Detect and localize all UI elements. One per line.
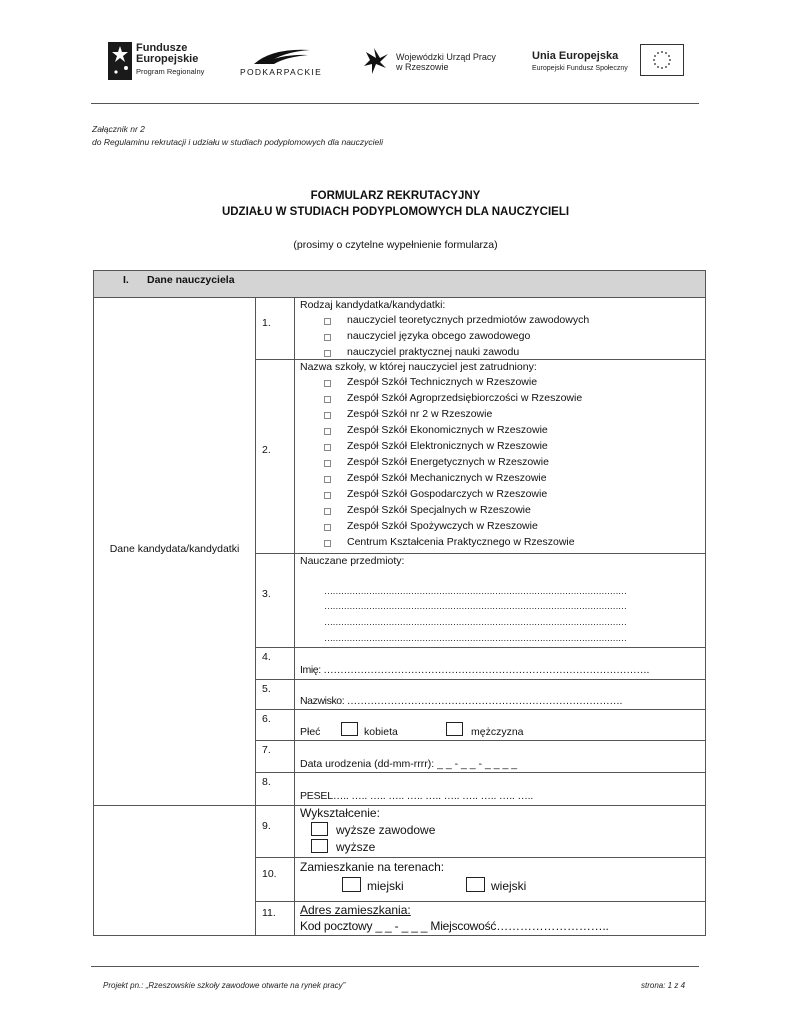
footer-project: Projekt pn.: „Rzeszowskie szkoły zawodowe otwarte na rynek pracy”	[103, 981, 346, 990]
row8-num-cell	[255, 772, 295, 806]
residence-label: Zamieszkanie na terenach:	[300, 860, 445, 874]
row6-num-cell	[255, 709, 295, 741]
row10-num-cell	[255, 857, 295, 902]
school-option-5: Zespół Szkół Elektronicznych w Rzeszowie	[347, 440, 548, 452]
row4-num-cell	[255, 647, 295, 680]
pesel-field[interactable]: PESEL….. ….. ….. ….. ….. ….. ….. ….. ….. ….. …..	[300, 790, 534, 802]
row8-num: 8.	[262, 776, 271, 788]
form-title-line2: UDZIAŁU W STUDIACH PODYPLOMOWYCH DLA NAUCZYCIELI	[221, 206, 570, 218]
candidate-type-option-3: nauczyciel praktycznej nauki zawodu	[347, 346, 520, 358]
school-name-label: Nazwa szkoły, w której nauczyciel jest zatrudniony:	[300, 361, 537, 373]
row8-content-cell	[294, 772, 706, 806]
logo-pk-text: PODKARPACKIE	[240, 67, 323, 77]
address-label: Adres zamieszkania:	[300, 903, 411, 917]
address-postal-city-field[interactable]: Kod pocztowy _ _ - _ _ _ Miejscowość………………………..	[300, 919, 609, 933]
row3-num-cell	[255, 553, 295, 648]
wup-bird-icon	[360, 46, 392, 78]
row7-num-cell	[255, 740, 295, 773]
row4-num: 4.	[262, 651, 271, 663]
row5-content-cell	[294, 679, 706, 710]
school-option-7: Zespół Szkół Mechanicznych w Rzeszowie	[347, 472, 547, 484]
school-checkbox-1[interactable]	[324, 380, 331, 387]
logo-ue-sub: Europejski Fundusz Społeczny	[532, 65, 628, 72]
header-divider	[91, 103, 699, 104]
subjects-line-3[interactable]: ………………………………………………………………………………………………	[324, 617, 627, 627]
row11-content-cell	[294, 901, 706, 936]
row2-num: 2.	[262, 444, 271, 456]
fill-instruction: (prosimy o czytelne wypełnienie formularza)	[293, 239, 498, 251]
subjects-label: Nauczane przedmioty:	[300, 555, 405, 567]
form-title-line1: FORMULARZ REKRUTACYJNY	[310, 190, 481, 202]
candidate-data-label-cell	[93, 297, 256, 806]
birth-date-field[interactable]: Data urodzenia (dd-mm-rrrr): _ _ - _ _ - _ _ _ _	[300, 758, 518, 770]
eu-flag-icon	[640, 44, 684, 76]
additional-data-label-cell	[93, 805, 256, 936]
row1-content-cell	[294, 297, 706, 360]
section-number: I.	[123, 274, 129, 286]
row6-num: 6.	[262, 713, 271, 725]
school-option-4: Zespół Szkół Ekonomicznych w Rzeszowie	[347, 424, 548, 436]
school-checkbox-7[interactable]	[324, 476, 331, 483]
row11-num: 11.	[262, 907, 276, 919]
gender-label: Płeć	[300, 726, 321, 738]
logo-fe-line2: Europejskie	[136, 53, 199, 65]
row11-num-cell	[255, 901, 295, 936]
candidate-type-label: Rodzaj kandydatka/kandydatki:	[300, 299, 446, 311]
row7-num: 7.	[262, 744, 271, 756]
school-checkbox-11[interactable]	[324, 540, 331, 547]
school-option-9: Zespół Szkół Specjalnych w Rzeszowie	[347, 504, 531, 516]
footer-divider	[91, 966, 699, 967]
row10-content-cell	[294, 857, 706, 902]
residence-urban-label: miejski	[367, 879, 404, 893]
row9-num-cell	[255, 805, 295, 858]
school-checkbox-8[interactable]	[324, 492, 331, 499]
gender-male-label: mężczyzna	[471, 726, 524, 738]
candidate-type-option-1: nauczyciel teoretycznych przedmiotów zawodowych	[347, 314, 590, 326]
row9-content-cell	[294, 805, 706, 858]
subjects-line-4[interactable]: ………………………………………………………………………………………………	[324, 633, 627, 643]
education-higher-label: wyższe	[336, 840, 376, 854]
section-label: Dane nauczyciela	[147, 274, 235, 286]
school-option-10: Zespół Szkół Spożywczych w Rzeszowie	[347, 520, 538, 532]
wup-logo	[360, 44, 510, 80]
logo-fe-line1: Fundusze	[136, 42, 188, 54]
row7-content-cell	[294, 740, 706, 773]
row3-num: 3.	[262, 588, 271, 600]
school-checkbox-2[interactable]	[324, 396, 331, 403]
residence-rural-checkbox[interactable]	[466, 877, 485, 892]
school-checkbox-4[interactable]	[324, 428, 331, 435]
education-vocational-label: wyższe zawodowe	[336, 823, 436, 837]
education-higher-checkbox[interactable]	[311, 839, 328, 853]
logo-ue-title: Unia Europejska	[532, 50, 619, 62]
candidate-type-option-2: nauczyciel języka obcego zawodowego	[347, 330, 531, 342]
gender-female-checkbox[interactable]	[341, 722, 358, 736]
row9-num: 9.	[262, 820, 271, 832]
candidate-type-checkbox-1[interactable]	[324, 318, 331, 325]
row2-num-cell	[255, 359, 295, 554]
attachment-line1: Załącznik nr 2	[92, 124, 145, 134]
school-option-3: Zespół Szkół nr 2 w Rzeszowie	[347, 408, 493, 420]
school-option-8: Zespół Szkół Gospodarczych w Rzeszowie	[347, 488, 548, 500]
row4-content-cell	[294, 647, 706, 680]
row3-content-cell	[294, 553, 706, 648]
logo-wup-line1: Wojewódzki Urząd Pracy	[396, 52, 496, 62]
row5-num: 5.	[262, 683, 271, 695]
fundusze-europejskie-mark-icon	[108, 42, 132, 80]
residence-rural-label: wiejski	[491, 879, 527, 893]
school-checkbox-5[interactable]	[324, 444, 331, 451]
residence-urban-checkbox[interactable]	[342, 877, 361, 892]
row1-num-cell	[255, 297, 295, 360]
gender-male-checkbox[interactable]	[446, 722, 463, 736]
first-name-field[interactable]: Imię: …………………………………………………………………………………….	[300, 664, 649, 676]
school-option-11: Centrum Kształcenia Praktycznego w Rzeszowie	[347, 536, 575, 548]
fundusze-europejskie-logo	[108, 40, 218, 82]
school-checkbox-6[interactable]	[324, 460, 331, 467]
row5-num-cell	[255, 679, 295, 710]
logo-wup-line2: w Rzeszowie	[396, 62, 449, 72]
subjects-line-1[interactable]: ………………………………………………………………………………………………	[324, 586, 627, 596]
section-header	[93, 270, 706, 298]
attachment-line2: do Regulaminu rekrutacji i udziału w studiach podyplomowych dla nauczycieli	[92, 137, 384, 147]
row6-content-cell	[294, 709, 706, 741]
school-checkbox-9[interactable]	[324, 508, 331, 515]
candidate-type-checkbox-3[interactable]	[324, 350, 331, 357]
candidate-data-label: Dane kandydata/kandydatki	[109, 543, 240, 555]
footer-page-number: strona: 1 z 4	[641, 981, 686, 990]
row10-num: 10.	[262, 868, 277, 880]
school-option-2: Zespół Szkół Agroprzedsiębiorczości w Rzeszowie	[347, 392, 583, 404]
last-name-field[interactable]: Nazwisko: ……………………………………………………………………….	[300, 695, 622, 707]
logo-fe-sub: Program Regionalny	[136, 67, 205, 76]
podkarpackie-logo	[238, 46, 330, 78]
subjects-line-2[interactable]: ………………………………………………………………………………………………	[324, 601, 627, 611]
row1-num: 1.	[262, 317, 271, 329]
school-checkbox-3[interactable]	[324, 412, 331, 419]
school-option-6: Zespół Szkół Energetycznych w Rzeszowie	[347, 456, 549, 468]
unia-europejska-logo	[530, 44, 690, 80]
candidate-type-checkbox-2[interactable]	[324, 334, 331, 341]
podkarpackie-mountains-icon	[252, 46, 312, 66]
school-option-1: Zespół Szkół Technicznych w Rzeszowie	[347, 376, 538, 388]
school-checkbox-10[interactable]	[324, 524, 331, 531]
education-label: Wykształcenie:	[300, 806, 380, 820]
education-vocational-checkbox[interactable]	[311, 822, 328, 836]
row2-content-cell	[294, 359, 706, 554]
gender-female-label: kobieta	[364, 726, 398, 738]
